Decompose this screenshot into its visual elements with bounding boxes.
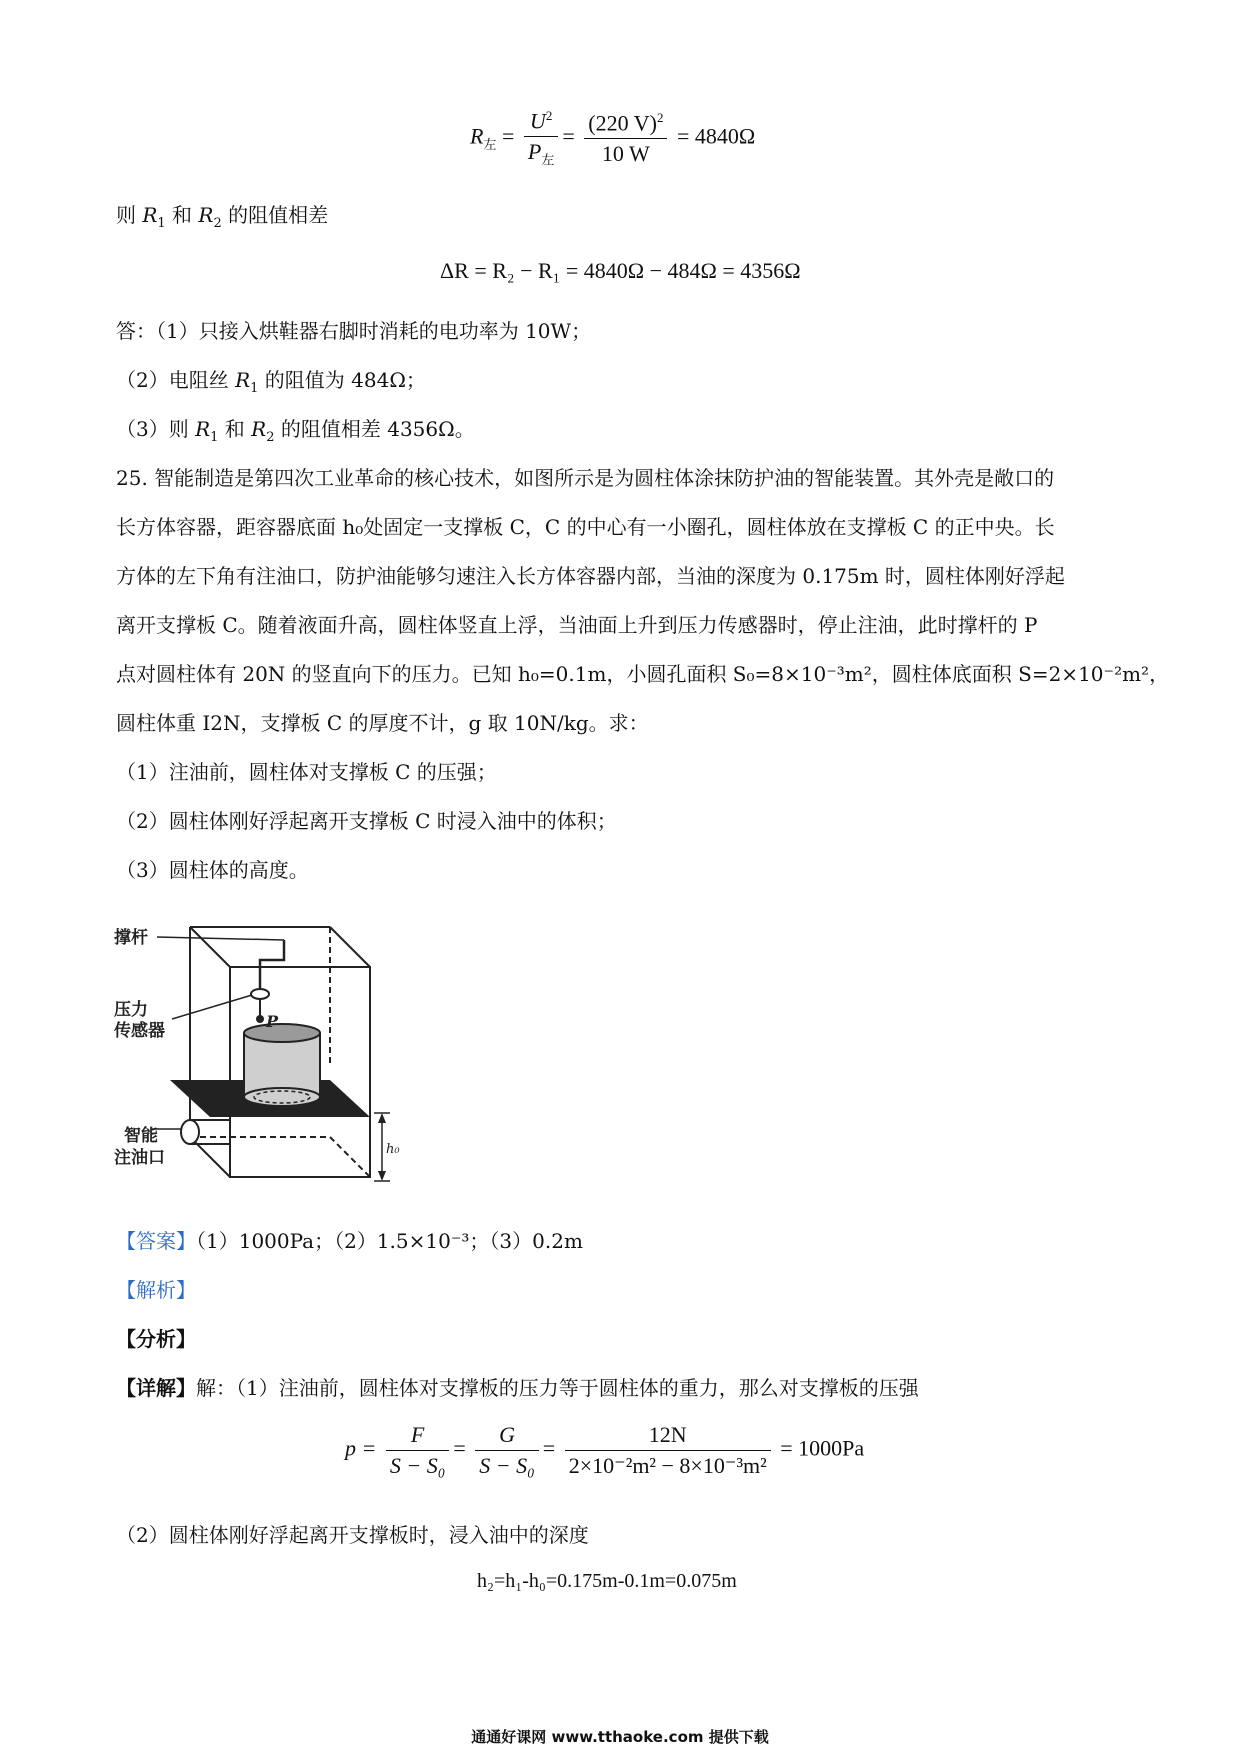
answer-prev-3: （3）则 $R_1$ 和 $R_2$ 的阻值相差 4356Ω。: [116, 417, 475, 445]
diff-intro: 则 $R_1$ 和 $R_2$ 的阻值相差: [116, 203, 329, 231]
sensor-label-2: 传感器: [114, 1021, 165, 1041]
answer-line: 【答案】（1）1000Pa；（2）1.5×10⁻³；（3）0.2m: [116, 1229, 583, 1253]
point-p: [256, 1015, 264, 1023]
q25-line6: 圆柱体重 I2N，支撑板 C 的厚度不计，g 取 10N/kg。求：: [116, 711, 649, 735]
depth-line: （2）圆柱体刚好浮起离开支撑板时，浸入油中的深度: [116, 1523, 589, 1547]
apparatus-figure: [112, 905, 402, 1187]
equation-delta-r: ΔR = R₂ − R₁ = 4840Ω − 484Ω = 4356Ω: [440, 258, 801, 283]
answer-prev-2: （2）电阻丝 $R_1$ 的阻值为 484Ω；: [116, 368, 426, 396]
footer: 通通好课网 www.tthaoke.com 提供下载: [471, 1728, 769, 1746]
inlet-label-2: 注油口: [114, 1148, 165, 1168]
h0-label: h₀: [386, 1142, 400, 1157]
q25-sub2: （2）圆柱体刚好浮起离开支撑板 C 时浸入油中的体积；: [116, 809, 617, 833]
equation-depth: h₂=h₁-h₀=0.175m-0.1m=0.075m: [477, 1570, 737, 1592]
q25-sub3: （3）圆柱体的高度。: [116, 858, 309, 882]
q25-line4: 离开支撑板 C。随着液面升高，圆柱体竖直上浮，当油面上升到压力传感器时，停止注油，此时撑杆的 P: [116, 613, 1038, 637]
equation-pressure: p = $\frac{F}{\text{S − S₀}}$ = $\frac{G}{\text{S − S₀}}$ = $\frac{12N}{\text{2×10⁻²m² − 8×10⁻³m²}}$ = 1000Pa: [345, 1422, 865, 1478]
sensor-label-1: 压力: [114, 1000, 148, 1020]
analysis-tag: 【解析】: [116, 1278, 196, 1302]
q25-line5: 点对圆柱体有 20N 的竖直向下的压力。已知 h₀=0.1m，小圆孔面积 S₀=8×10⁻³m²，圆柱体底面积 S=2×10⁻²m²，: [116, 662, 1170, 686]
answer-prev-1: 答：（1）只接入烘鞋器右脚时消耗的电功率为 10W；: [116, 319, 592, 343]
rod-label: 撑杆: [114, 928, 148, 948]
inlet-label-1: 智能: [124, 1126, 158, 1146]
q25-line3: 方体的左下角有注油口，防护油能够匀速注入长方体容器内部，当油的深度为 0.175m 时，圆柱体刚好浮起: [116, 564, 1065, 588]
p-label: P: [266, 1012, 279, 1031]
q25-line1: 25. 智能制造是第四次工业革命的核心技术，如图所示是为圆柱体涂抹防护油的智能装置。其外壳是敞口的: [116, 466, 1055, 490]
equation-r-left: $R_左$ = $\frac{U^2}{P_左}$ = $\frac{(220 V)^2}{10 W}$ = 4840Ω: [470, 108, 756, 168]
q25-sub1: （1）注油前，圆柱体对支撑板 C 的压强；: [116, 760, 497, 784]
fenxi-tag: 【分析】: [116, 1327, 196, 1351]
detail-line: 【详解】解：（1）注油前，圆柱体对支撑板的压力等于圆柱体的重力，那么对支撑板的压强: [116, 1376, 919, 1400]
q25-line2: 长方体容器，距容器底面 h₀处固定一支撑板 C，C 的中心有一小圈孔，圆柱体放在支撑板 C 的正中央。长: [116, 515, 1055, 539]
